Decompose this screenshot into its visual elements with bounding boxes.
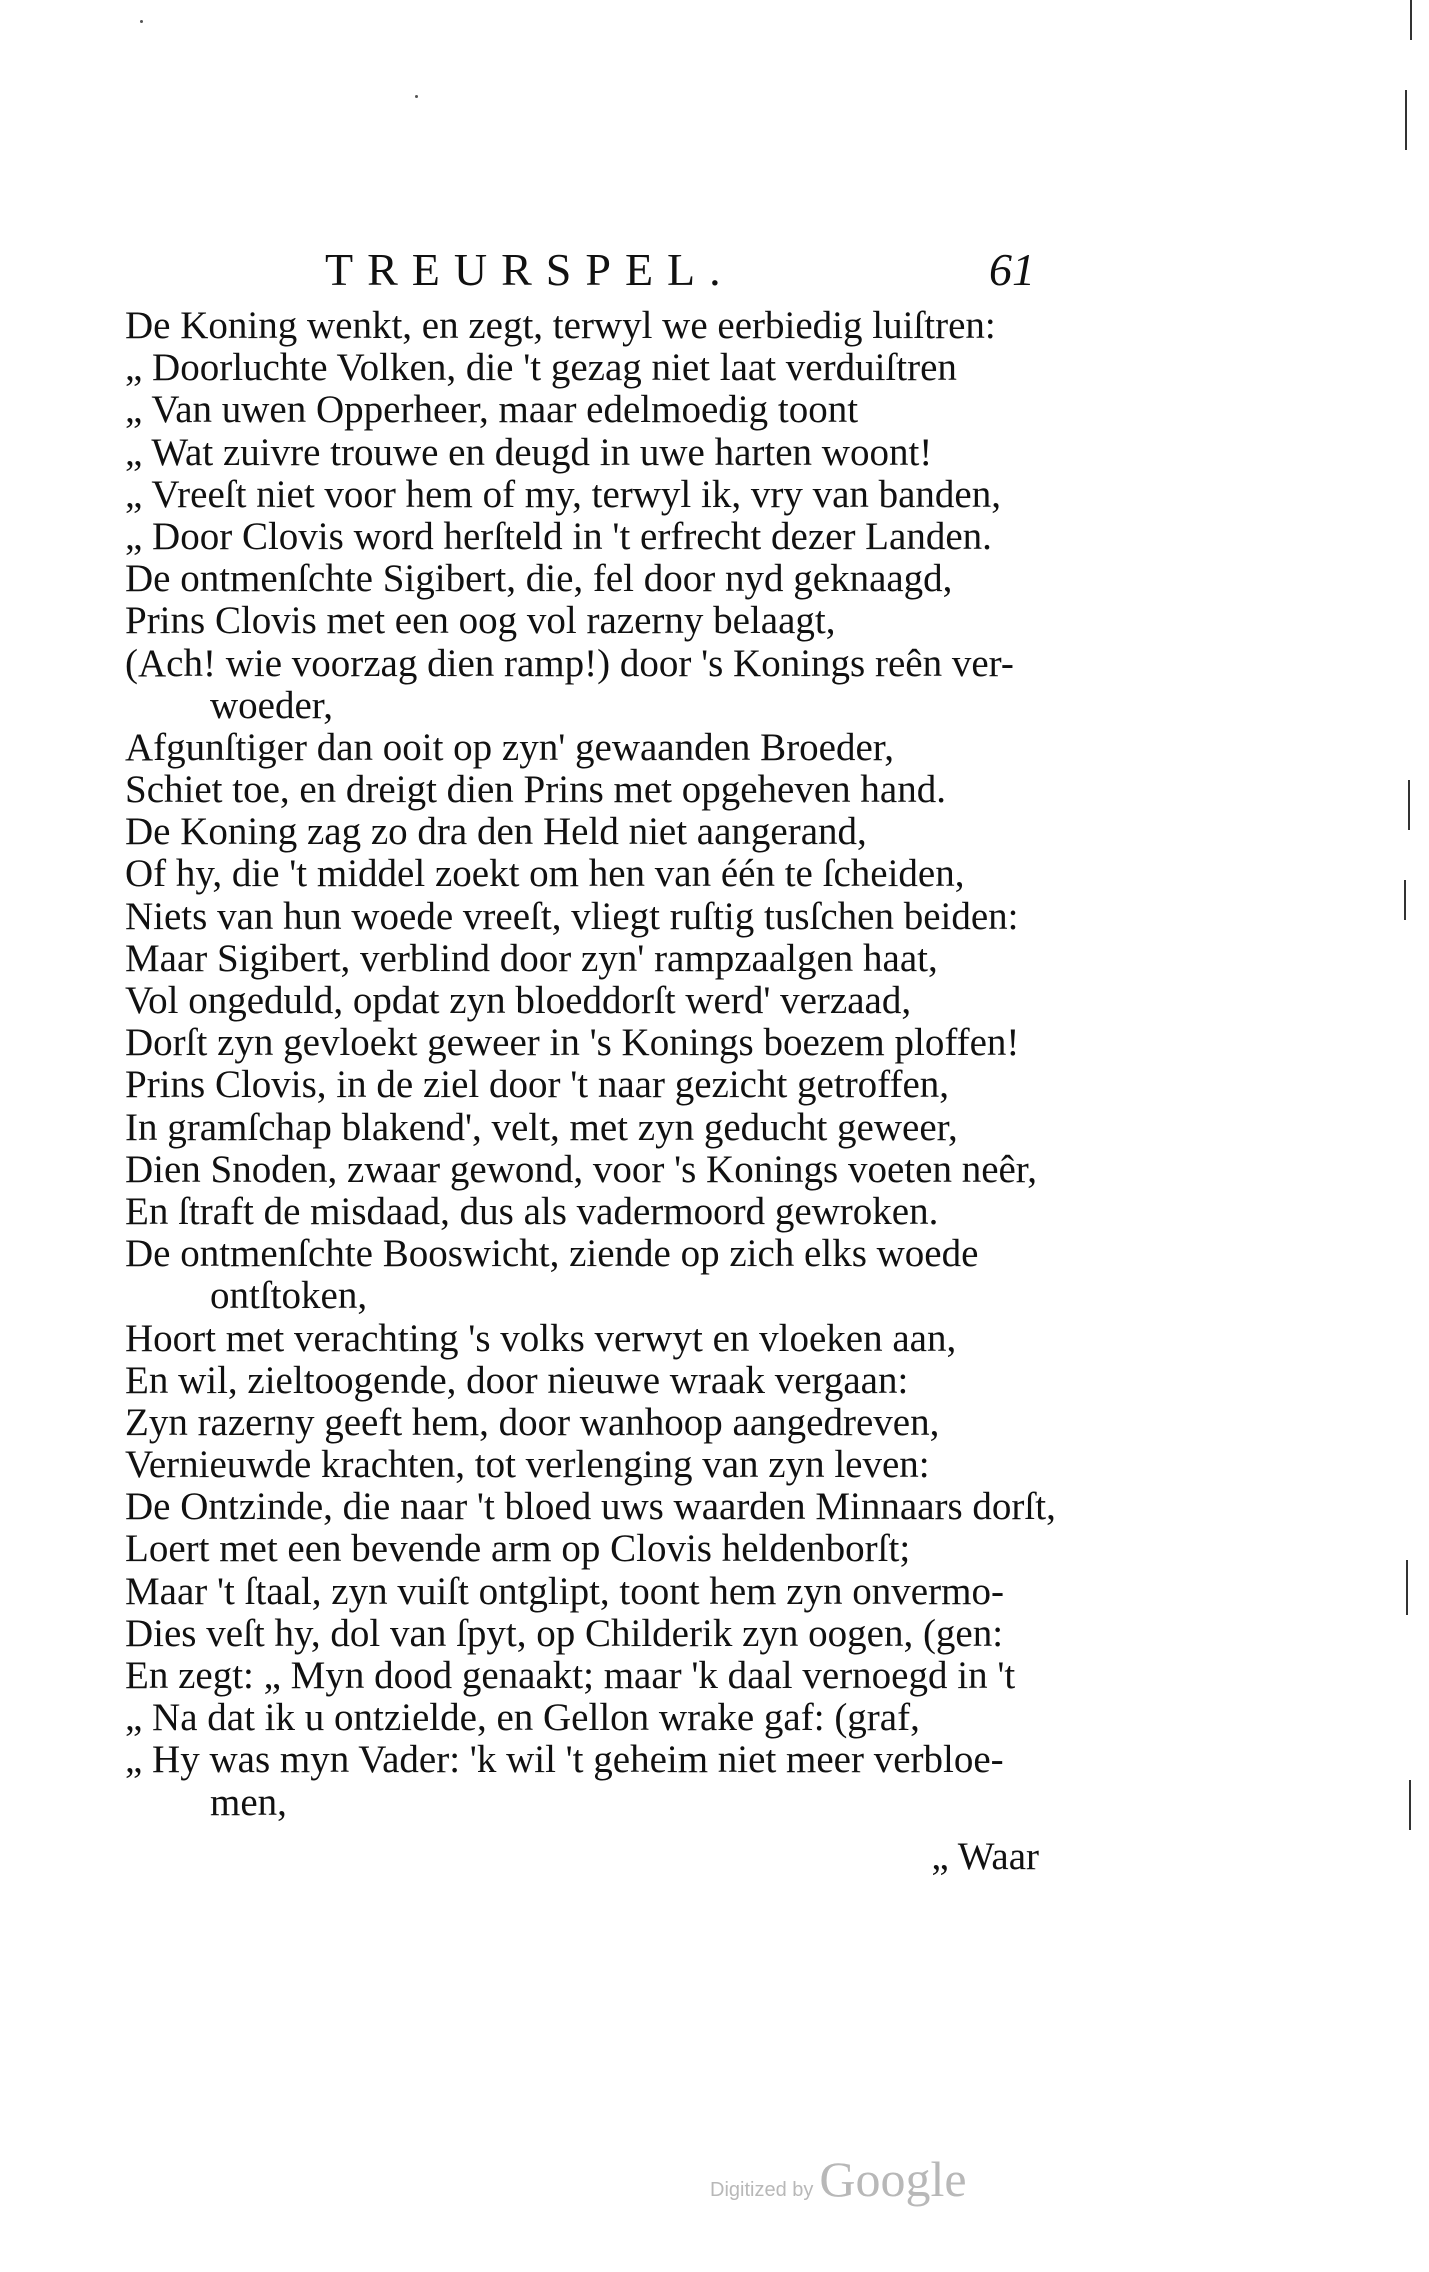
scan-speck — [415, 95, 418, 98]
page-header — [325, 240, 1035, 300]
verse-body — [125, 305, 1075, 1824]
verse-line: ontſtoken, — [210, 1274, 368, 1318]
verse-line: Maar 't ſtaal, zyn vuiſt ontglipt, toont hem zyn onvermo- — [125, 1569, 1004, 1613]
verse-line: De Koning wenkt, en zegt, terwyl we eerbiedig luiſtren: — [125, 304, 996, 347]
verse-line: woeder, — [210, 683, 333, 727]
scan-edge-mark — [1408, 780, 1410, 830]
verse-line: „ Door Clovis word herſteld in 't erfrecht dezer Landen. — [125, 514, 992, 558]
verse-line: De ontmenſchte Booswicht, ziende op zich elks woede — [125, 1232, 979, 1276]
verse-line: „ Doorluchte Volken, die 't gezag niet laat verduiſtren — [125, 346, 957, 390]
verse-line: Dies veſt hy, dol van ſpyt, op Childerik zyn oogen, (gen: — [125, 1611, 1004, 1655]
scan-edge-mark — [1406, 1560, 1408, 1615]
verse-line: Of hy, die 't middel zoekt om hen van één te ſcheiden, — [125, 852, 965, 896]
verse-line: Prins Clovis, in de ziel door 't naar gezicht getroffen, — [125, 1063, 950, 1107]
verse-line: Prins Clovis met een oog vol razerny belaagt, — [125, 599, 836, 643]
watermark-prefix: Digitized by — [710, 2179, 814, 2201]
verse-line: „ Van uwen Opperheer, maar edelmoedig toont — [125, 388, 859, 432]
page-number: 61 — [989, 244, 1035, 295]
catchword: „ Waar — [931, 1835, 1039, 1878]
verse-line: „ Na dat ik u ontzielde, en Gellon wrake gaf: (graf, — [125, 1696, 920, 1740]
verse-line: Dien Snoden, zwaar gewond, voor 's Konings voeten neêr, — [125, 1147, 1037, 1191]
verse-line: Schiet toe, en dreigt dien Prins met opgeheven hand. — [125, 768, 946, 812]
running-title: TREURSPEL. — [325, 244, 735, 295]
verse-line: men, — [210, 1780, 287, 1824]
verse-line: In gramſchap blakend', velt, met zyn geducht geweer, — [125, 1105, 958, 1149]
verse-line: Afgunſtiger dan ooit op zyn' gewaanden Broeder, — [125, 725, 894, 769]
verse-line: De Ontzinde, die naar 't bloed uws waarden Minnaars dorſt, — [125, 1485, 1056, 1529]
verse-line: Maar Sigibert, verblind door zyn' rampzaalgen haat, — [125, 936, 938, 980]
verse-line: Zyn razerny geeft hem, door wanhoop aangedreven, — [125, 1400, 940, 1444]
verse-line: En zegt: „ Myn dood genaakt; maar 'k daal vernoegd in 't — [125, 1654, 1016, 1697]
scan-edge-mark — [1410, 0, 1412, 40]
verse-line: „ Hy was myn Vader: 'k wil 't geheim niet meer verbloe- — [125, 1738, 1004, 1782]
verse-line: Loert met een bevende arm op Clovis heldenborſt; — [125, 1527, 911, 1571]
verse-line: Niets van hun woede vreeſt, vliegt ruſtig tusſchen beiden: — [125, 894, 1019, 938]
scan-edge-mark — [1405, 90, 1407, 150]
verse-line: Hoort met verachting 's volks verwyt en vloeken aan, — [125, 1316, 957, 1360]
scan-edge-mark — [1404, 880, 1406, 920]
verse-line: Dorſt zyn gevloekt geweer in 's Konings boezem ploffen! — [125, 1021, 1020, 1065]
verse-line: (Ach! wie voorzag dien ramp!) door 's Konings reên ver- — [125, 641, 1014, 685]
verse-line: Vernieuwde krachten, tot verlenging van zyn leven: — [125, 1443, 930, 1487]
scan-edge-mark — [1409, 1780, 1411, 1830]
verse-line: En wil, zieltoogende, door nieuwe wraak vergaan: — [125, 1358, 909, 1402]
watermark-brand: Google — [819, 2151, 967, 2207]
verse-line: „ Wat zuivre trouwe en deugd in uwe harten woont! — [125, 430, 933, 474]
digitization-watermark — [710, 2150, 967, 2208]
verse-line: De Koning zag zo dra den Held niet aangerand, — [125, 810, 867, 854]
verse-line: De ontmenſchte Sigibert, die, fel door nyd geknaagd, — [125, 557, 953, 601]
verse-line: Vol ongeduld, opdat zyn bloeddorſt werd' verzaad, — [125, 979, 912, 1022]
verse-line: „ Vreeſt niet voor hem of my, terwyl ik, vry van banden, — [125, 472, 1001, 516]
verse-line: En ſtraft de misdaad, dus als vadermoord gewroken. — [125, 1189, 939, 1233]
scan-speck — [140, 20, 143, 23]
